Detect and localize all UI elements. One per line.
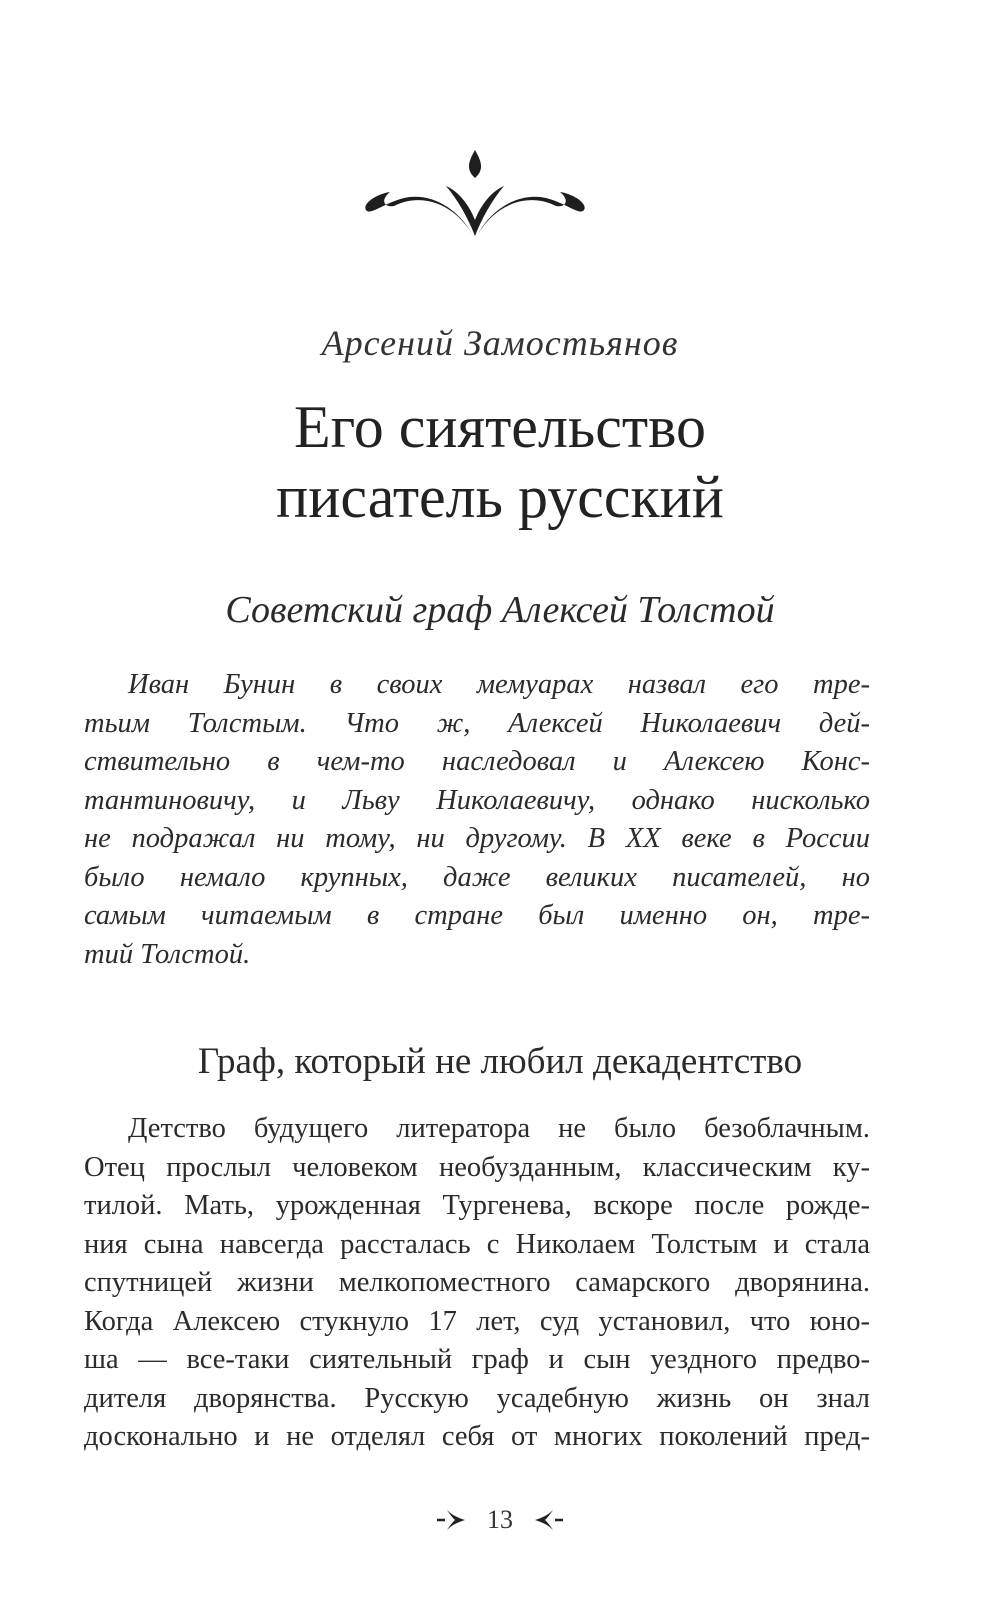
text-line: тилой. Мать, урожденная Тургенева, вскоре после рожде- [84,1190,870,1221]
text-line: тий Толстой. [84,938,251,970]
text-line: Иван Бунин в своих мемуарах назвал его тре- [128,669,870,700]
text-line: дителя дворянства. Русскую усадебную жизнь он знал [84,1382,870,1414]
author-name: Арсений Замостьянов [321,323,679,363]
floral-ornament-icon [360,148,590,248]
body-paragraph [84,1110,870,1457]
arrow-right-ornament-icon [435,1508,469,1532]
text-line: досконально и не отделял себя от многих поколений пред- [84,1421,870,1452]
title-line: Его сиятельство [293,394,707,460]
text-line: Детство будущего литератора не было безоблачным. [128,1113,870,1144]
arrow-left-ornament-icon [531,1508,565,1532]
text-line: ния сына навсегда рассталась с Николаем Толстым и стала [84,1228,870,1260]
text-line: спутницей жизни мелкопоместного самарского дворянина. [84,1267,870,1298]
text-line: ша — все-таки сиятельный граф и сын уездного предво- [84,1344,870,1375]
section-heading: Граф, который не любил декадентство [197,1041,803,1082]
italic-paragraph [84,666,870,974]
page-number: 13 [487,1505,513,1534]
text-line: тьим Толстым. Что ж, Алексей Николаевич дей- [84,707,870,739]
text-line: было немало крупных, даже великих писателей, но [84,861,870,893]
page-footer [0,1500,1000,1540]
text-line: тантиновичу, и Льву Николаевичу, однако нисколько [84,784,870,816]
text-line: ствительно в чем-то наследовал и Алексею Конс- [84,746,870,777]
chapter-title [0,392,1000,532]
text-line: Когда Алексею стукнуло 17 лет, суд установил, что юно- [84,1305,870,1337]
text-line: не подражал ни тому, ни другому. В XX веке в России [84,823,870,854]
text-line: Отец прослыл человеком необузданным, классическим ку- [84,1151,870,1183]
text-line: самым читаемым в стране был именно он, тре- [84,900,870,931]
title-line: писатель русский [276,464,724,530]
section-heading-italic: Советский граф Алексей Толстой [225,589,775,631]
